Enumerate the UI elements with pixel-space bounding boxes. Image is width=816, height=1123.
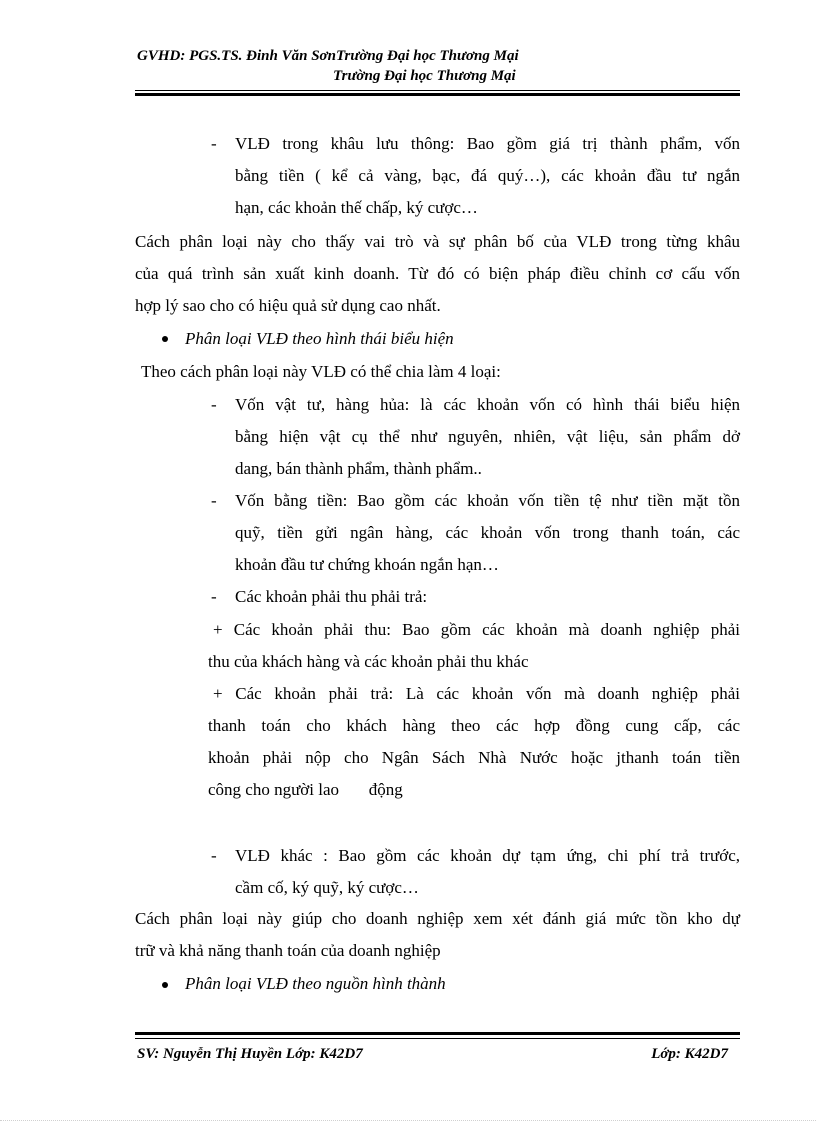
list-dash: - xyxy=(211,587,217,606)
item1-line-3: hạn, các khoản thế chấp, ký cược… xyxy=(235,198,478,217)
bullet-dot xyxy=(162,336,168,342)
item2-line-3: dang, bán thành phẩm, thành phẩm.. xyxy=(235,459,482,478)
item2-line-1: Vốn vật tư, hàng hủa: là các khoản vốn có hình thái biểu hiện xyxy=(235,395,740,414)
item3-line-3: khoản đầu tư chứng khoán ngắn hạn… xyxy=(235,555,499,574)
footer-text xyxy=(135,1044,740,1066)
para3-line-2: trữ và khả năng thanh toán của doanh nghiệp xyxy=(135,941,441,960)
item5-line-2: cầm cố, ký quỹ, ký cược… xyxy=(235,878,419,897)
sub2-line-2: thanh toán cho khách hàng theo các hợp đồng cung cấp, các xyxy=(208,716,740,735)
para1-line-1: Cách phân loại này cho thấy vai trò và sự phân bố của VLĐ trong từng khâu xyxy=(135,232,740,251)
para3-line-1: Cách phân loại này giúp cho doanh nghiệp xem xét đánh giá mức tồn kho dự xyxy=(135,909,740,928)
header-rule-thick xyxy=(135,93,740,96)
sub1-line-2: thu của khách hàng và các khoản phải thu khác xyxy=(208,652,529,671)
footer-rule-thin xyxy=(135,1038,740,1039)
header-rule-thin xyxy=(135,90,740,91)
footer-right: Lớp: K42D7 xyxy=(651,1046,728,1062)
list-dash: - xyxy=(211,395,217,414)
item5-line-1: VLĐ khác : Bao gồm các khoản dự tạm ứng, chi phí trả trước, xyxy=(235,846,740,865)
footer-left: SV: Nguyễn Thị Huyền Lớp: K42D7 xyxy=(137,1046,363,1062)
item3-line-2: quỹ, tiền gửi ngân hàng, các khoản vốn trong thanh toán, các xyxy=(235,523,740,542)
header-line-2: Trường Đại học Thương Mại xyxy=(333,68,516,84)
item3-line-1: Vốn bằng tiền: Bao gồm các khoản vốn tiền tệ như tiền mặt tồn xyxy=(235,491,740,510)
sub2-line-3: khoản phải nộp cho Ngân Sách Nhà Nước hoặc jthanh toán tiền xyxy=(208,748,740,767)
sub2-line-1: + Các khoản phải trả: Là các khoản vốn mà doanh nghiệp phải xyxy=(213,684,740,703)
item2-line-2: bằng hiện vật cụ thể như nguyên, nhiên, vật liệu, sản phẩm dở xyxy=(235,427,740,446)
bullet2-heading: Phân loại VLĐ theo nguồn hình thành xyxy=(185,974,446,993)
list-dash: - xyxy=(211,491,217,510)
footer-rule-thick xyxy=(135,1032,740,1035)
header-line-1: GVHD: PGS.TS. Đinh Văn SơnTrường Đại học Thương Mại xyxy=(137,48,519,64)
sub1-line-1: + Các khoản phải thu: Bao gồm các khoản mà doanh nghiệp phải xyxy=(213,620,740,639)
para1-line-2: của quá trình sản xuất kinh doanh. Từ đó có biện pháp điều chỉnh cơ cấu vốn xyxy=(135,264,740,283)
para1-line-3: hợp lý sao cho có hiệu quả sử dụng cao nhất. xyxy=(135,296,441,315)
item1-line-1: VLĐ trong khâu lưu thông: Bao gồm giá trị thành phẩm, vốn xyxy=(235,134,740,153)
page-edge xyxy=(0,1120,816,1121)
bullet-dot xyxy=(162,982,168,988)
list-dash: - xyxy=(211,846,217,865)
para2-line: Theo cách phân loại này VLĐ có thể chia làm 4 loại: xyxy=(141,362,501,381)
bullet1-heading: Phân loại VLĐ theo hình thái biểu hiện xyxy=(185,329,454,348)
header-text xyxy=(135,46,740,86)
item4-line-1: Các khoản phải thu phải trả: xyxy=(235,587,428,606)
sub2-line-4: công cho người lao động xyxy=(208,780,403,799)
list-dash: - xyxy=(211,134,217,153)
item1-line-2: bằng tiền ( kể cả vàng, bạc, đá quý…), các khoản đầu tư ngắn xyxy=(235,166,740,185)
